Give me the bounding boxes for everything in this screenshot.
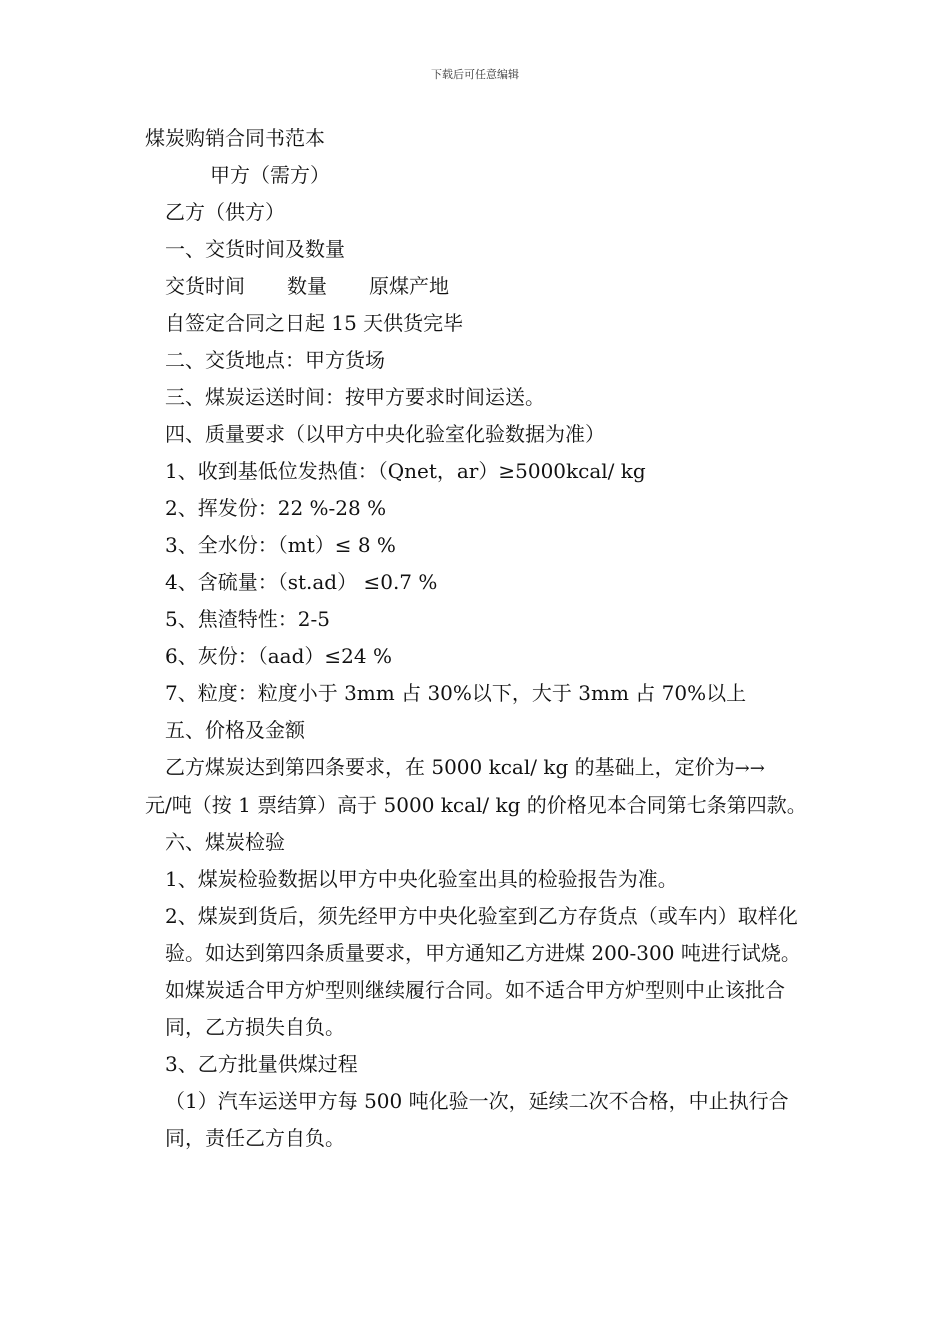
party-a: 甲方（需方）	[210, 163, 330, 187]
quality-item: 2、挥发份：22 %-28 %	[165, 496, 387, 520]
price-line	[145, 749, 810, 787]
contract-body	[145, 120, 810, 1157]
inspection-paragraph: 2、煤炭到货后，须先经甲方中央化验室到乙方存货点（或车内）取样化验。如达到第四条质量要求，甲方通知乙方进煤 200-300 吨进行试烧。如煤炭适合甲方炉型则继续履行合同。如不适合甲方炉型则中止该批合同，乙方损失自负。	[165, 904, 801, 1039]
section-2: 二、交货地点：甲方货场	[165, 348, 385, 372]
delivery-terms: 自签定合同之日起 15 天供货完毕	[165, 311, 464, 335]
section-5-heading: 五、价格及金额	[165, 718, 305, 742]
section-1-heading: 一、交货时间及数量	[165, 237, 345, 261]
inspection-paragraph: （1）汽车运送甲方每 500 吨化验一次，延续二次不合格，中止执行合同，责任乙方自负。	[165, 1089, 789, 1150]
quality-item: 5、焦渣特性：2-5	[165, 607, 330, 631]
quality-item: 7、粒度：粒度小于 3mm 占 30%以下，大于 3mm 占 70%以上	[165, 681, 747, 705]
col-delivery-time: 交货时间	[165, 274, 245, 298]
price-paragraph: 元/吨（按 1 票结算）高于 5000 kcal/ kg 的价格见本合同第七条第四款。	[145, 793, 807, 817]
delivery-table-header	[145, 268, 810, 305]
header-note: 下载后可任意编辑	[431, 68, 519, 81]
col-quantity: 数量	[287, 274, 327, 298]
section-6-heading: 六、煤炭检验	[165, 830, 285, 854]
col-origin: 原煤产地	[369, 274, 449, 298]
quality-item: 3、全水份：（mt）≤ 8 %	[165, 533, 396, 557]
inspection-paragraph: 1、煤炭检验数据以甲方中央化验室出具的检验报告为准。	[165, 867, 678, 891]
section-4-heading: 四、质量要求（以甲方中央化验室化验数据为准）	[165, 422, 605, 446]
section-3: 三、煤炭运送时间：按甲方要求时间运送。	[165, 385, 545, 409]
document-title: 煤炭购销合同书范本	[145, 126, 325, 150]
quality-item: 4、含硫量：（st.ad） ≤0.7 %	[165, 570, 438, 594]
arrow-icon: →→	[734, 758, 765, 779]
inspection-paragraph: 3、乙方批量供煤过程	[165, 1052, 358, 1076]
quality-item: 6、灰份：（aad）≤24 %	[165, 644, 392, 668]
party-b: 乙方（供方）	[165, 200, 285, 224]
price-text: 乙方煤炭达到第四条要求，在 5000 kcal/ kg 的基础上，定价为	[165, 755, 735, 779]
quality-item: 1、收到基低位发热值：（Qnet，ar）≥5000kcal/ kg	[165, 459, 646, 483]
